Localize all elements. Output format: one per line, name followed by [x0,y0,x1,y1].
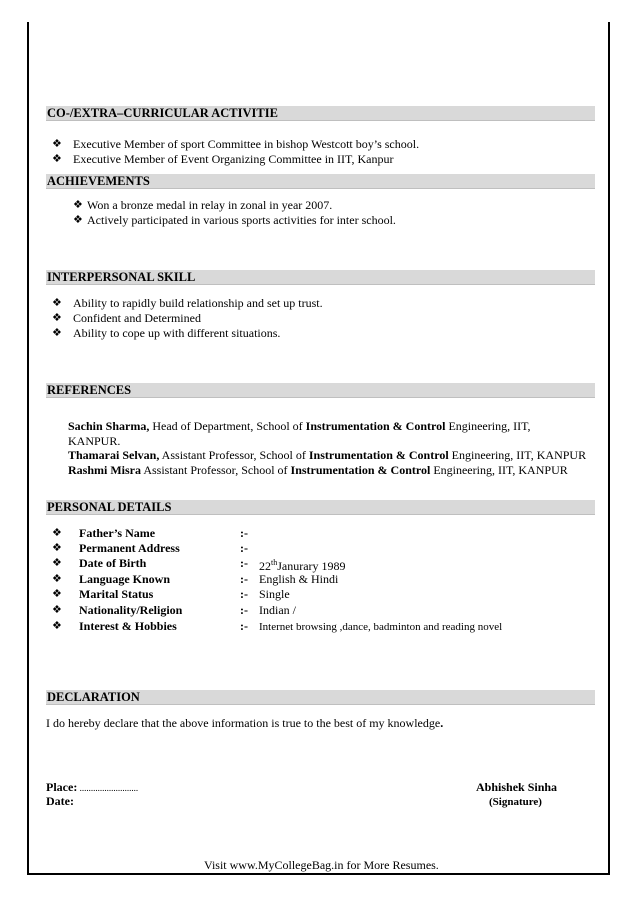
reference-entry [68,448,586,462]
reference-inst: Engineering, IIT, [445,419,531,433]
reference-role: Head of Department, School of [149,419,306,433]
reference-role: Assistant Professor, School of [141,463,291,477]
list-item: Actively participated in various sports activities for inter school. [87,213,396,227]
section-header-personal [46,500,595,515]
list-item: Confident and Determined [73,311,201,325]
reference-name: Rashmi Misra [68,463,141,477]
place-dots: .......................... [77,783,139,793]
bullet-icon: ❖ [52,527,62,539]
section-header-declaration [46,690,595,705]
section-title: INTERPERSONAL SKILL [47,270,196,284]
bullet-icon: ❖ [52,557,62,569]
section-title: CO-/EXTRA–CURRICULAR ACTIVITIE [47,106,278,120]
section-header-interpersonal [46,270,595,285]
declaration-text: I do hereby declare that the above information is true to the best of my knowledge. [46,716,444,730]
date-label: Date: [46,794,74,808]
section-header-achievements [46,174,595,189]
section-header-co-curricular [46,106,595,121]
detail-value: Internet browsing ,dance, badminton and reading novel [259,621,503,633]
place-field [46,780,138,795]
place-label: Place: [46,780,78,794]
detail-sep: :- [240,572,248,586]
reference-dept: Instrumentation & Control [290,463,431,477]
list-item: Executive Member of Event Organizing Committee in IIT, Kanpur [73,152,394,166]
bullet-icon: ❖ [52,297,62,309]
reference-dept: Instrumentation & Control [305,419,446,433]
detail-label: Nationality/Religion [79,603,183,617]
section-title: PERSONAL DETAILS [47,500,172,514]
detail-sep: :- [240,556,248,570]
detail-sep: :- [240,587,248,601]
list-item: Ability to cope up with different situations. [73,326,281,340]
section-title: REFERENCES [47,383,132,397]
bullet-icon: ❖ [52,153,62,165]
section-title: DECLARATION [47,690,140,704]
detail-sep: :- [240,619,248,633]
reference-inst: Engineering, IIT, KANPUR [448,448,587,462]
reference-entry-cont: KANPUR. [68,434,121,448]
bullet-icon: ❖ [52,604,62,616]
reference-role: Assistant Professor, School of [159,448,309,462]
reference-entry [68,463,568,477]
signature-label: (Signature) [489,796,542,808]
reference-dept: Instrumentation & Control [308,448,449,462]
list-item: Executive Member of sport Committee in bishop Westcott boy’s school. [73,137,420,151]
bullet-icon: ❖ [73,199,83,211]
detail-value: Indian / [259,603,296,617]
list-item: Ability to rapidly build relationship and set up trust. [73,296,323,310]
detail-label: Permanent Address [79,541,180,555]
detail-label: Father’s Name [79,526,156,540]
detail-label: Language Known [79,572,171,586]
bullet-icon: ❖ [52,138,62,150]
detail-sep: :- [240,526,248,540]
bullet-icon: ❖ [52,542,62,554]
detail-label: Marital Status [79,587,154,601]
detail-value: 22thJanurary 1989 [259,558,346,573]
section-title: ACHIEVEMENTS [47,174,150,188]
detail-value: Single [259,587,290,601]
bullet-icon: ❖ [52,573,62,585]
detail-value: English & Hindi [259,572,339,586]
detail-label: Interest & Hobbies [79,619,177,633]
bullet-icon: ❖ [52,312,62,324]
list-item: Won a bronze medal in relay in zonal in year 2007. [87,198,333,212]
footer-text: Visit www.MyCollegeBag.in for More Resumes. [204,858,439,872]
detail-sep: :- [240,603,248,617]
bullet-icon: ❖ [52,588,62,600]
bullet-icon: ❖ [52,327,62,339]
bullet-icon: ❖ [73,214,83,226]
section-header-references [46,383,595,398]
reference-inst: Engineering, IIT, KANPUR [430,463,568,477]
bullet-icon: ❖ [52,620,62,632]
detail-label: Date of Birth [79,556,147,570]
signatory-name: Abhishek Sinha [476,780,558,794]
reference-entry [68,419,531,433]
reference-name: Thamarai Selvan, [68,448,160,462]
detail-sep: :- [240,541,248,555]
reference-name: Sachin Sharma, [68,419,150,433]
